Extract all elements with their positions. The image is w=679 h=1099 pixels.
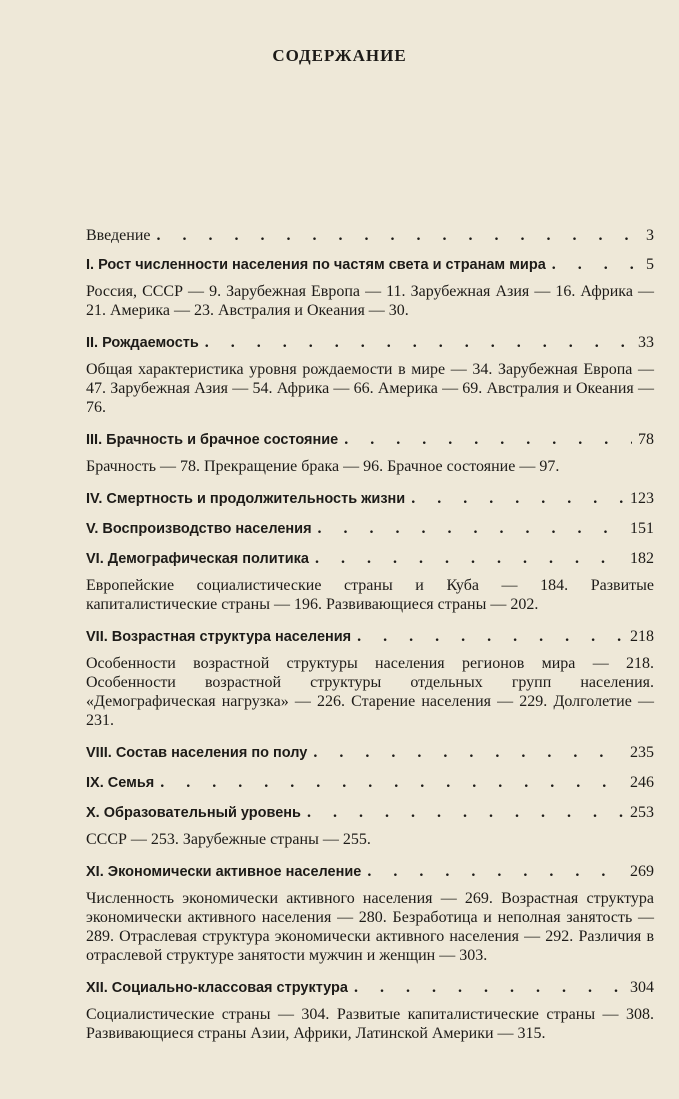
dot-leader [354,977,624,998]
toc-entry-page: 235 [630,744,654,761]
toc-entry-title: II. Рождаемость [86,335,199,351]
toc-entry [86,225,654,246]
toc-entry [86,548,654,570]
dot-leader [357,626,624,647]
toc-entry-title: XII. Социально-классовая структура [86,980,348,996]
toc-entry [86,772,654,794]
toc-entry-title: X. Образовательный уровень [86,805,301,821]
toc-entry-title: III. Брачность и брачное состояние [86,432,339,448]
dot-leader [318,518,624,539]
toc-entry-title: XI. Экономически активное население [86,864,362,880]
toc-entry-title: I. Рост численности населения по частям света и странам мира [86,257,546,273]
toc-entry-page: 218 [630,628,654,645]
toc-entry-title: IV. Смертность и продолжительность жизни [86,491,406,507]
toc-entry-subtopics: Социалистические страны — 304. Развитые капиталистические страны — 308. Развивающиеся страны Азии, Африки, Латинской Америки — 315. [86,1006,654,1042]
dot-leader [313,742,624,763]
toc-entry-subtopics: СССР — 253. Зарубежные страны — 255. [86,831,371,848]
toc-entry-page: 151 [630,520,654,537]
toc-entry [86,254,654,276]
toc-entry-title: IX. Семья [86,775,155,791]
toc-entry [86,518,654,540]
dot-leader [307,802,624,823]
toc-entry-page: 78 [638,431,654,448]
toc-entry-page: 123 [630,490,654,507]
toc-entry-subtopics: Европейские социалистические страны и Куба — 184. Развитые капиталистические страны — 196. Развивающиеся страны — 202. [86,577,654,613]
toc-entry [86,742,654,764]
dot-leader [205,332,632,353]
toc-entry [86,488,654,510]
toc-entry-page: 182 [630,550,654,567]
toc-entry-title: Введение [86,227,151,244]
dot-leader [160,772,624,793]
toc-entry-title: VI. Демографическая политика [86,551,309,567]
toc-entry-subtopics: Особенности возрастной структуры населения регионов мира — 218. Особенности возрастной структуры отдельных групп населения. «Демографическая нагрузка» — 226. Старение населения — 229. Долголетие — 231. [86,655,654,729]
dot-leader [411,488,624,509]
toc-entry [86,977,654,999]
toc-entry-page: 304 [630,979,654,996]
table-of-contents [86,225,654,1055]
toc-entry-page: 253 [630,804,654,821]
toc-entry [86,626,654,648]
toc-entry-title: VIII. Состав населения по полу [86,745,308,761]
dot-leader [315,548,624,569]
toc-entry-subtopics: Общая характеристика уровня рождаемости в мире — 34. Зарубежная Европа — 47. Зарубежная Азия — 54. Африка — 66. Америка — 69. Австралия и Океания — 76. [86,361,654,416]
dot-leader [367,861,624,882]
toc-entry-page: 269 [630,863,654,880]
toc-entry-subtopics: Брачность — 78. Прекращение брака — 96. Брачное состояние — 97. [86,458,560,475]
toc-entry-page: 5 [646,256,654,273]
dot-leader [552,254,640,275]
toc-entry-page: 33 [638,334,654,351]
toc-entry [86,332,654,354]
toc-entry [86,861,654,883]
toc-entry-title: V. Воспроизводство населения [86,521,312,537]
toc-entry [86,429,654,451]
page-title: СОДЕРЖАНИЕ [272,46,407,65]
toc-entry-subtopics: Численность экономически активного населения — 269. Возрастная структура экономически активного населения — 280. Безработица и неполная занятость — 289. Отраслевая структура экономически активного населения — 292. Различия в отраслевой структуре занятости мужчин и женщин — 303. [86,890,654,964]
dot-leader [344,429,632,450]
dot-leader [157,225,641,246]
toc-entry-page: 3 [646,227,654,244]
toc-entry-subtopics: Россия, СССР — 9. Зарубежная Европа — 11. Зарубежная Азия — 16. Африка — 21. Америка — 23. Австралия и Океания — 30. [86,283,654,319]
toc-entry [86,802,654,824]
toc-entry-page: 246 [630,774,654,791]
toc-entry-title: VII. Возрастная структура населения [86,629,352,645]
